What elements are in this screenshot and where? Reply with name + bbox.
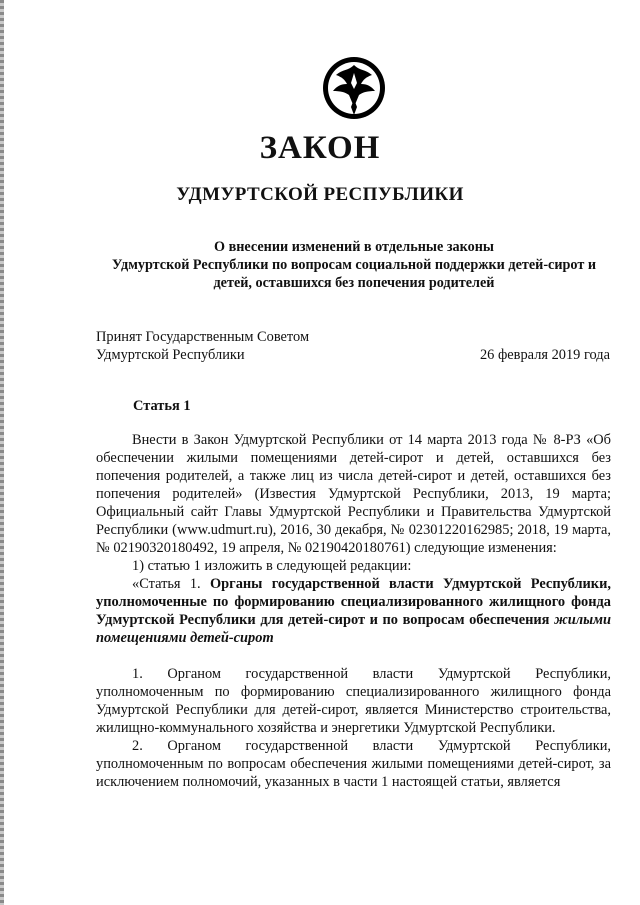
adoption-line: Принят Государственным Советом — [96, 329, 310, 345]
adoption-line: Удмуртской Республики — [96, 347, 245, 363]
article-item: 1) статью 1 изложить в следующей редакции: — [132, 558, 412, 574]
republic-name: УДМУРТСКОЙ РЕСПУБЛИКИ — [176, 184, 464, 205]
subject-line: детей, оставшихся без попечения родителей — [213, 275, 495, 291]
quote-prefix: «Статья 1. — [132, 576, 210, 592]
article-intro: Внести в Закон Удмуртской Республики от 14 марта 2013 года № 8-РЗ «Об обеспечении жилыми помещениями детей-сирот и детей, оставшихся без попечения родителей, а также лиц из числа детей-сирот и детей, оставшихся без попечения родителей» (Известия Удмуртской Республики, 2013, 19 марта; Официальный сайт Главы Удмуртской Республики и Правительства Удмуртской Республики (www.udmurt.ru), 2016, 30 декабря, № 02301220162985; 2018, 19 марта, № 02190320180492, 19 апреля, № 02190420180761) следующие изменения: — [96, 432, 611, 556]
article-body — [96, 431, 611, 791]
adoption-body — [96, 328, 456, 364]
article-paragraph: 1. Органом государственной власти Удмуртской Республики, уполномоченным по формированию специализированного жилищного фонда Удмуртской Республики для детей-сирот, является Министерство строительства, жилищно-коммунального хозяйства и энергетики Удмуртской Республики. — [96, 666, 611, 736]
law-title: ЗАКОН — [259, 130, 381, 166]
quote-heading-bold: Органы государственной власти Удмуртской Республики, уполномоченные по формированию специализированного жилищного фонда Удмуртской Республики для детей-сирот и по вопросам обеспечения — [96, 576, 611, 628]
quote-heading-bold-italic: жилыми помещениями детей-сирот — [96, 612, 611, 646]
quoted-article-heading — [96, 575, 611, 647]
law-subject — [96, 238, 612, 292]
udmurt-emblem-icon — [321, 55, 387, 121]
adoption-date: 26 февраля 2019 года — [479, 347, 610, 363]
article-title: Статья 1 — [133, 398, 191, 414]
article-paragraph: 2. Органом государственной власти Удмуртской Республики, уполномоченным по вопросам обеспечения жилыми помещениями детей-сирот, за исключением полномочий, указанных в части 1 настоящей статьи, является — [96, 738, 611, 790]
subject-line: Удмуртской Республики по вопросам социальной поддержки детей-сирот и — [111, 257, 597, 273]
subject-line: О внесении изменений в отдельные законы — [214, 239, 494, 255]
